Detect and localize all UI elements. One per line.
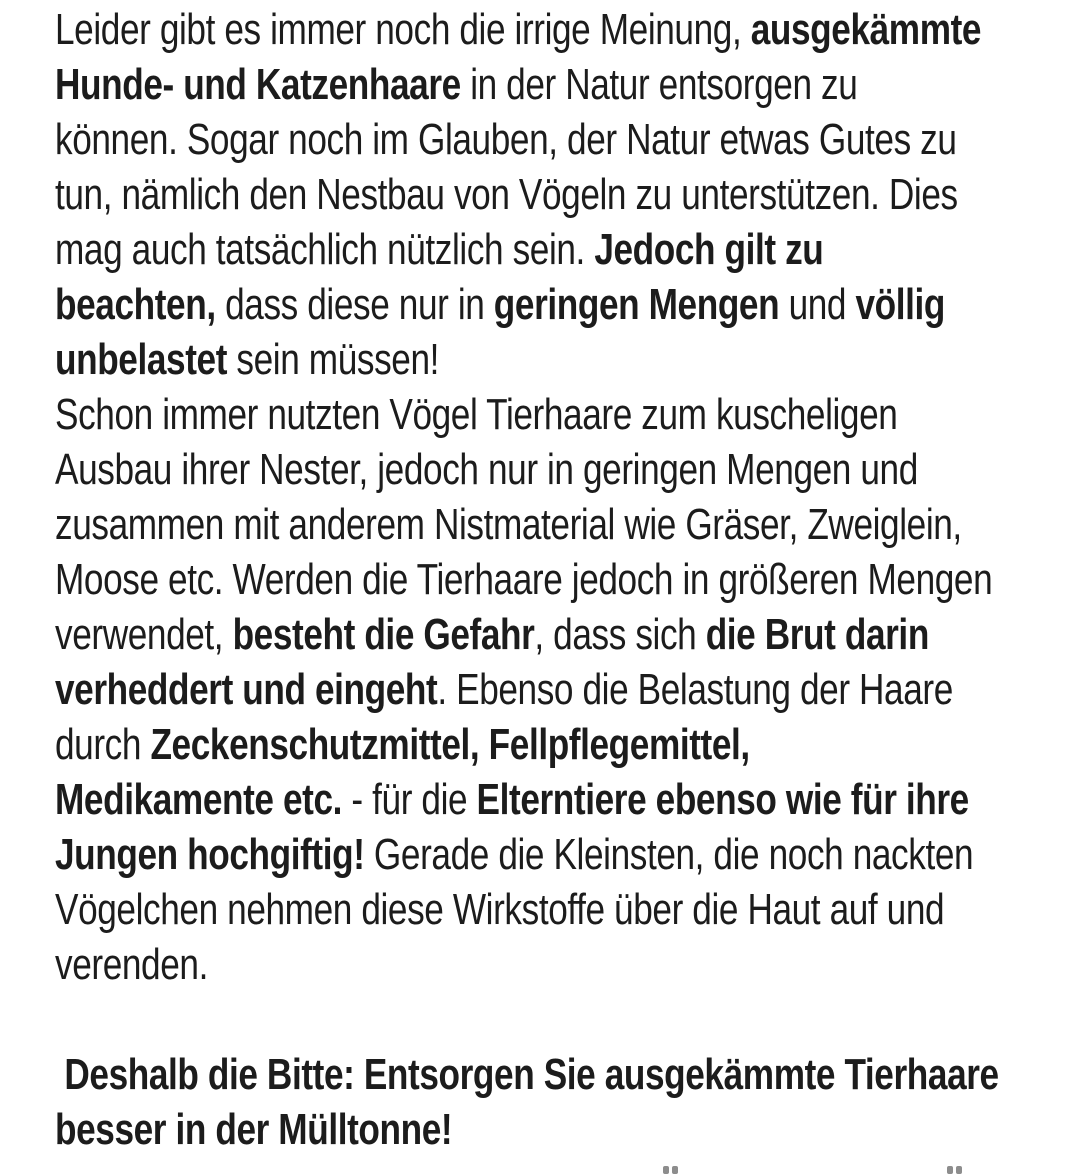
clipped-line-umlaut-dots [947,1166,963,1174]
paragraph-3 [55,1047,1080,1157]
text-line [55,607,929,662]
paragraph-2 [55,387,1080,992]
text-line [55,112,957,167]
text-segment: Gerade die Kleinsten, die noch nackten [364,830,974,879]
umlaut-dot [672,1166,678,1174]
text-line [55,827,973,882]
text-segment: durch [55,720,151,769]
text-segment: Deshalb die Bitte: Entsorgen Sie ausgekämmte Tierhaare [55,1050,999,1099]
text-segment: dass diese nur in [225,280,494,329]
text-segment: Hunde- und Katzenhaare [55,60,471,109]
paragraph-1 [55,2,1080,387]
text-segment: Jungen hochgiftig! [55,830,365,879]
text-line [55,57,857,112]
text-line [55,882,944,937]
text-line [55,937,208,992]
text-line [55,277,945,332]
text-segment: Leider gibt es immer noch die irrige Meinung, [55,5,751,54]
text-line [55,1102,452,1157]
text-segment: , dass sich [534,610,706,659]
text-segment: besteht die Gefahr [232,610,535,659]
text-segment: - für die [342,775,477,824]
article-text [55,2,1080,1157]
text-line [55,167,958,222]
text-line [55,387,897,442]
text-line [55,332,439,387]
text-segment: ausgekämmte [750,5,982,54]
text-segment: völlig [855,280,946,329]
text-segment: Ausbau ihrer Nester, jedoch nur in geringen Mengen und [55,445,918,494]
text-line [55,442,918,497]
text-segment: . Ebenso die Belastung der Haare [437,665,953,714]
text-segment: können. Sogar noch im Glauben, der Natur etwas Gutes zu [55,115,957,164]
text-segment: Schon immer nutzten Vögel Tierhaare zum kuscheligen [55,390,898,439]
text-segment: verheddert und eingeht [55,665,438,714]
text-segment: tun, nämlich den Nestbau von Vögeln zu unterstützen. Dies [55,170,958,219]
text-segment: unbelastet [55,335,228,384]
text-segment: Zeckenschutzmittel, Fellpflegemittel, [150,720,750,769]
text-segment: beachten, [55,280,226,329]
text-line [55,2,981,57]
text-segment: sein müssen! [227,335,440,384]
text-line [55,222,823,277]
text-segment: verenden. [55,940,208,989]
text-segment: die Brut darin [705,610,929,659]
text-segment: Medikamente etc. [55,775,343,824]
umlaut-dot [663,1166,669,1174]
text-line [55,1047,999,1102]
text-segment: Vögelchen nehmen diese Wirkstoffe über die Haut auf und [55,885,945,934]
text-segment: verwendet, [55,610,233,659]
text-segment: Elterntiere ebenso wie für ihre [476,775,969,824]
text-line [55,772,969,827]
text-segment: besser in der Mülltonne! [55,1105,453,1154]
umlaut-dot [947,1166,953,1174]
text-line [55,497,962,552]
text-segment: Jedoch gilt zu [594,225,824,274]
text-line [55,552,992,607]
text-segment: in der Natur entsorgen zu [470,60,858,109]
text-segment: zusammen mit anderem Nistmaterial wie Gräser, Zweiglein, [55,500,962,549]
text-segment: Moose etc. Werden die Tierhaare jedoch in größeren Mengen [55,555,993,604]
text-line [55,717,750,772]
clipped-line-umlaut-dots [663,1166,679,1174]
text-segment: mag auch tatsächlich nützlich sein. [55,225,595,274]
text-segment: geringen Mengen [493,280,780,329]
text-line [55,662,953,717]
umlaut-dot [956,1166,962,1174]
text-segment: und [779,280,856,329]
